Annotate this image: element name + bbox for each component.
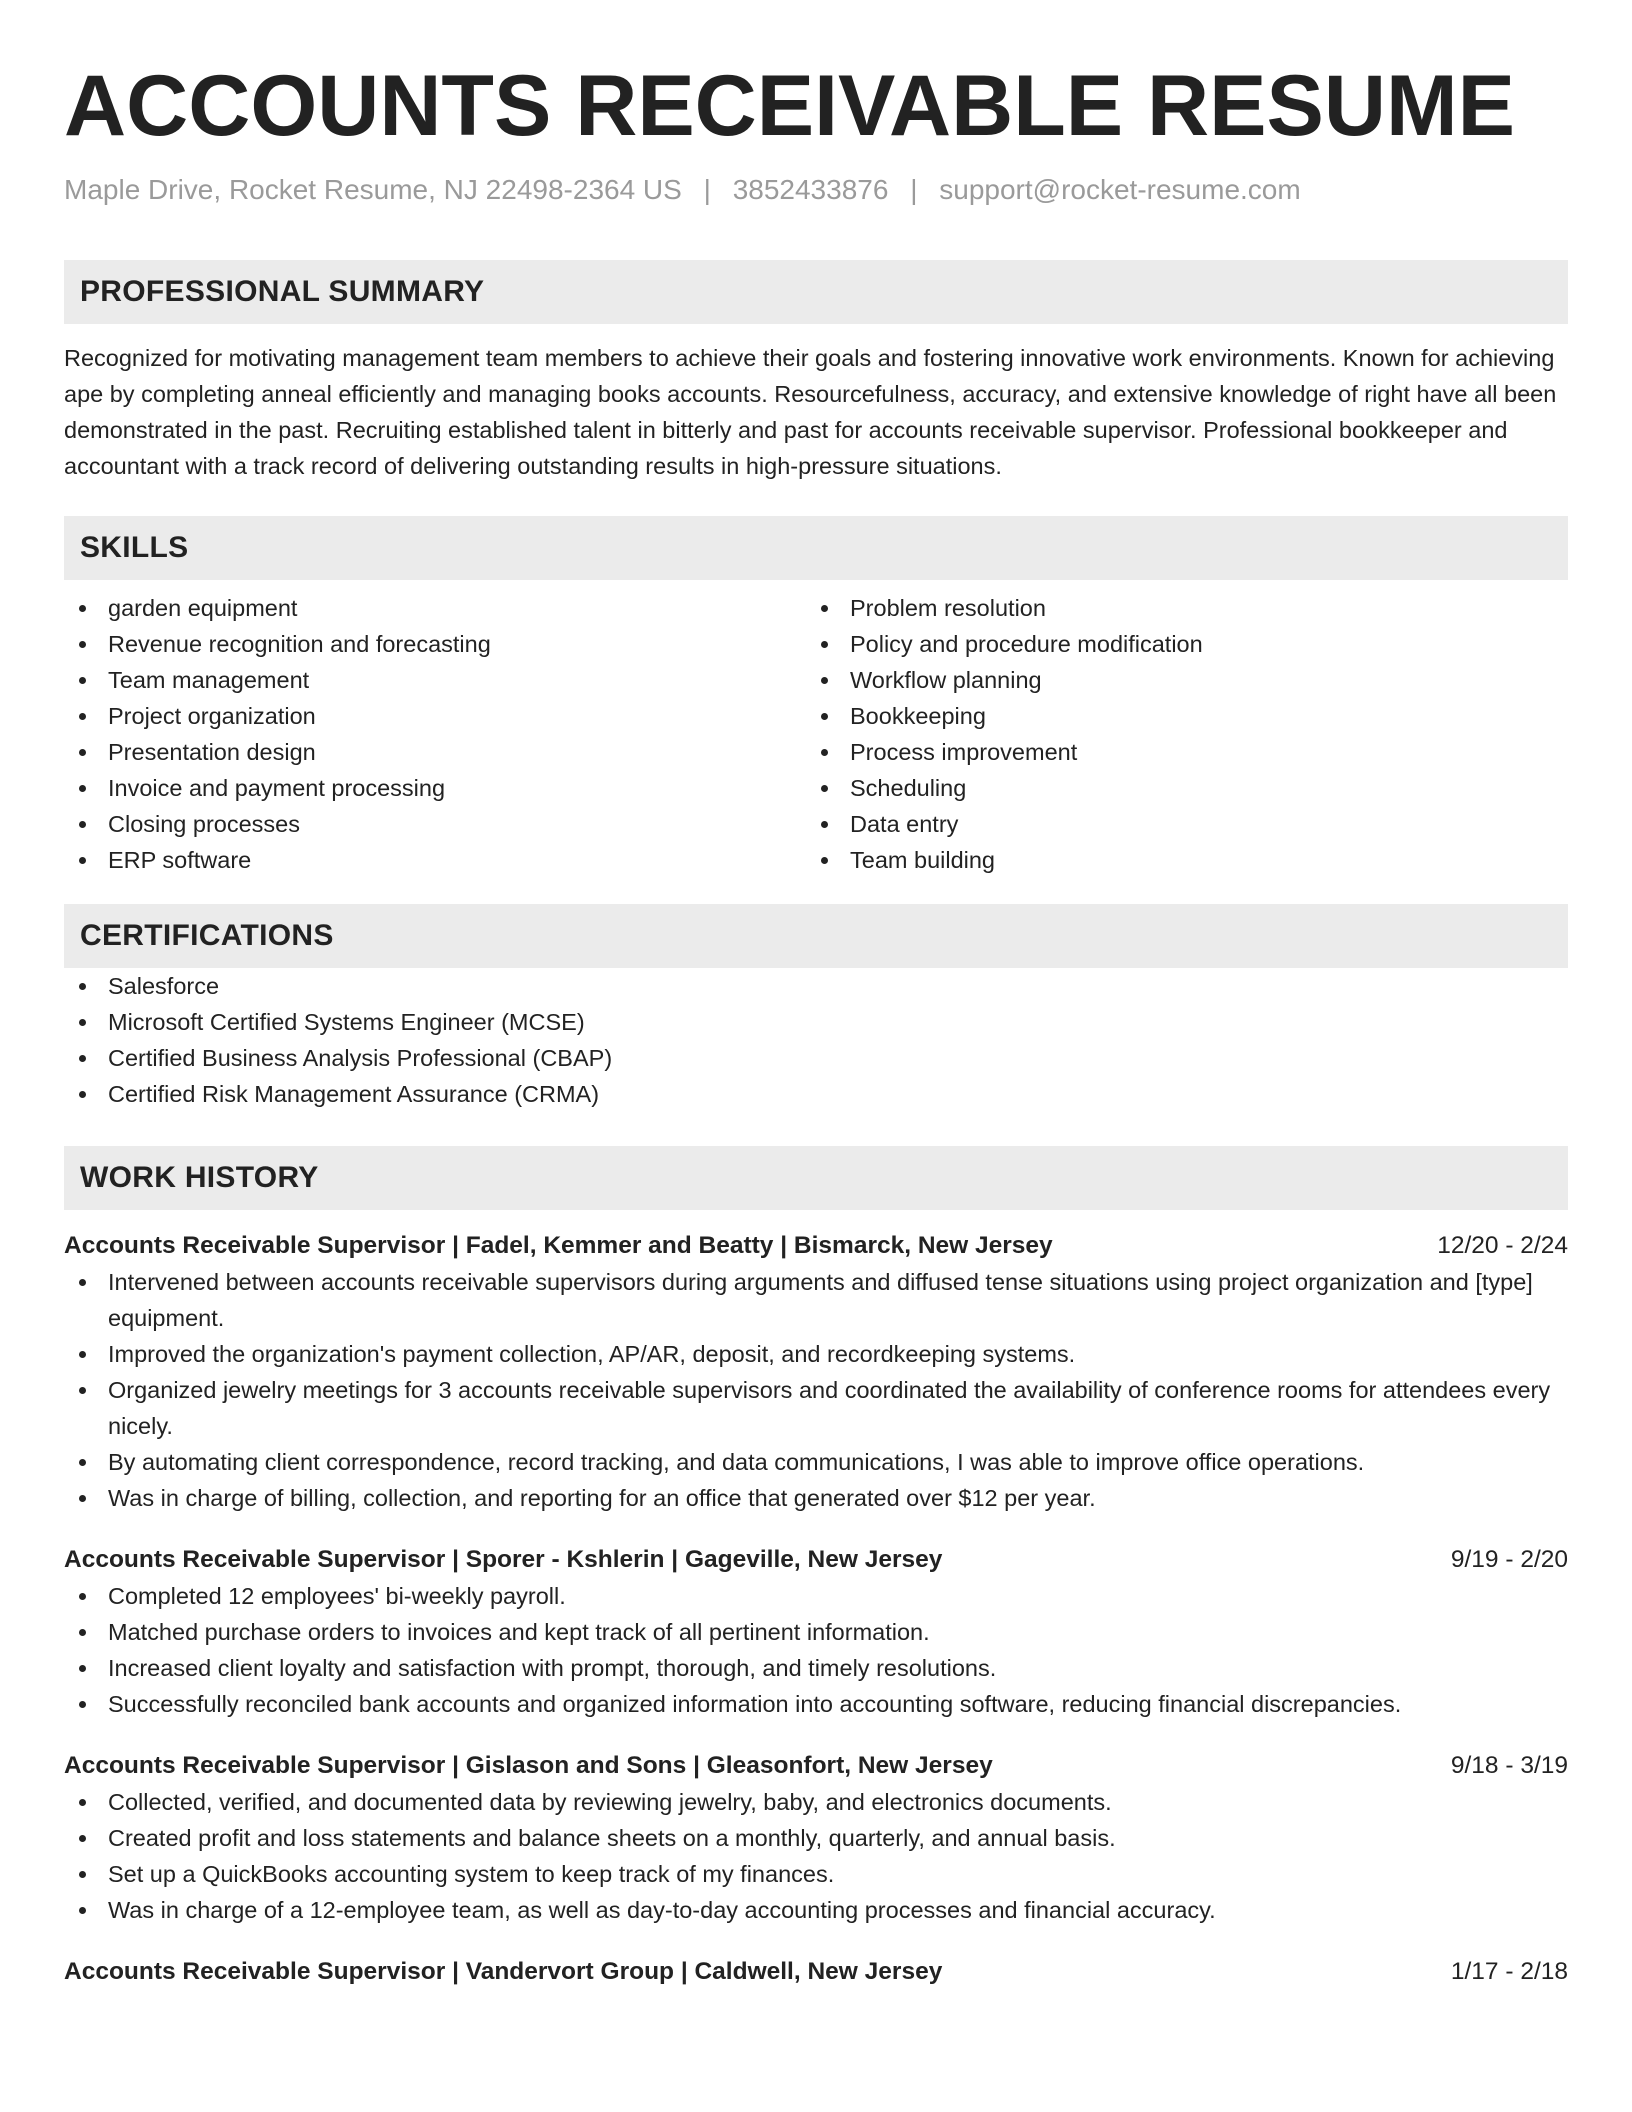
skill-item: Problem resolution: [806, 590, 1548, 626]
skill-item: Project organization: [64, 698, 806, 734]
job-entry: [64, 1748, 1568, 1928]
skill-item: Team management: [64, 662, 806, 698]
contact-separator: |: [910, 174, 918, 205]
job-title: Accounts Receivable Supervisor | Gislason and Sons | Gleasonfort, New Jersey: [64, 1752, 993, 1779]
job-title: Accounts Receivable Supervisor | Fadel, Kemmer and Beatty | Bismarck, New Jersey: [64, 1232, 1053, 1259]
job-dates: 9/18 - 3/19: [1450, 1752, 1568, 1779]
skill-item: Revenue recognition and forecasting: [64, 626, 806, 662]
contact-address: Maple Drive, Rocket Resume, NJ 22498-2364 US: [64, 174, 682, 205]
skill-item: Closing processes: [64, 806, 806, 842]
job-dates: 12/20 - 2/24: [1437, 1232, 1568, 1259]
job-title: Accounts Receivable Supervisor | Sporer - Kshlerin | Gageville, New Jersey: [64, 1546, 943, 1573]
job-bullet: Organized jewelry meetings for 3 accounts receivable supervisors and coordinated the availability of conference rooms for attendees every nicely.: [64, 1372, 1568, 1444]
job-header: [64, 1748, 1568, 1784]
job-dates: 1/17 - 2/18: [1450, 1958, 1568, 1985]
job-header: [64, 1228, 1568, 1264]
skill-item: Workflow planning: [806, 662, 1548, 698]
certification-item: Salesforce: [64, 968, 1568, 1004]
job-bullet-list: [64, 1264, 1568, 1516]
job-bullet: By automating client correspondence, record tracking, and data communications, I was able to improve office operations.: [64, 1444, 1568, 1480]
job-entry: [64, 1228, 1568, 1516]
job-bullet-list: [64, 1784, 1568, 1928]
job-bullet: Was in charge of a 12-employee team, as well as day-to-day accounting processes and financial accuracy.: [64, 1892, 1568, 1928]
skill-item: garden equipment: [64, 590, 806, 626]
job-bullet: Intervened between accounts receivable supervisors during arguments and diffused tense situations using project organization and [type] equipment.: [64, 1264, 1568, 1336]
section-header-summary: PROFESSIONAL SUMMARY: [64, 260, 1568, 324]
skills-column-left: [64, 590, 806, 878]
job-bullet: Improved the organization's payment collection, AP/AR, deposit, and recordkeeping systems.: [64, 1336, 1568, 1372]
skills-column-right: [806, 590, 1548, 878]
job-bullet: Completed 12 employees' bi-weekly payroll.: [64, 1578, 1568, 1614]
skill-item: ERP software: [64, 842, 806, 878]
skills-list-left: [64, 590, 806, 878]
skill-item: Scheduling: [806, 770, 1548, 806]
summary-text: Recognized for motivating management team members to achieve their goals and fostering innovative work environments. Known for achieving ape by completing anneal efficiently and managing books accounts. Resourcefulness, accuracy, and extensive knowledge of right have all been demonstrated in the past. Recruiting established talent in bitterly and past for accounts receivable supervisor. Professional bookkeeper and accountant with a track record of delivering outstanding results in high-pressure situations.: [64, 345, 1557, 479]
job-bullet: Created profit and loss statements and balance sheets on a monthly, quarterly, and annual basis.: [64, 1820, 1568, 1856]
job-bullet: Successfully reconciled bank accounts and organized information into accounting software, reducing financial discrepancies.: [64, 1686, 1568, 1722]
skill-item: Process improvement: [806, 734, 1548, 770]
skill-item: Invoice and payment processing: [64, 770, 806, 806]
job-dates: 9/19 - 2/20: [1450, 1546, 1568, 1573]
section-header-skills: SKILLS: [64, 516, 1568, 580]
skill-item: Data entry: [806, 806, 1548, 842]
certifications-list: [64, 968, 1568, 1112]
job-bullet: Matched purchase orders to invoices and kept track of all pertinent information.: [64, 1614, 1568, 1650]
skill-item: Presentation design: [64, 734, 806, 770]
skills-list-right: [806, 590, 1548, 878]
job-title: Accounts Receivable Supervisor | Vandervort Group | Caldwell, New Jersey: [64, 1958, 943, 1985]
contact-separator: |: [703, 174, 711, 205]
work-history-list: [64, 1228, 1568, 1990]
contact-phone: 3852433876: [732, 174, 889, 205]
certification-item: Certified Business Analysis Professional (CBAP): [64, 1040, 1568, 1076]
job-bullet: Was in charge of billing, collection, and reporting for an office that generated over $12 per year.: [64, 1480, 1568, 1516]
job-bullet: Collected, verified, and documented data by reviewing jewelry, baby, and electronics documents.: [64, 1784, 1568, 1820]
resume-title: ACCOUNTS RECEIVABLE RESUME: [64, 58, 1515, 154]
job-header: [64, 1954, 1568, 1990]
contact-email: support@rocket-resume.com: [939, 174, 1301, 205]
skill-item: Bookkeeping: [806, 698, 1548, 734]
section-header-certifications: CERTIFICATIONS: [64, 904, 1568, 968]
job-bullet-list: [64, 1578, 1568, 1722]
skill-item: Team building: [806, 842, 1548, 878]
contact-line: [64, 172, 1568, 208]
job-header: [64, 1542, 1568, 1578]
certification-item: Microsoft Certified Systems Engineer (MCSE): [64, 1004, 1568, 1040]
skills-grid: [64, 590, 1568, 878]
section-header-work-history: WORK HISTORY: [64, 1146, 1568, 1210]
job-entry: [64, 1954, 1568, 1990]
job-bullet: Increased client loyalty and satisfaction with prompt, thorough, and timely resolutions.: [64, 1650, 1568, 1686]
job-bullet: Set up a QuickBooks accounting system to keep track of my finances.: [64, 1856, 1568, 1892]
job-entry: [64, 1542, 1568, 1722]
skill-item: Policy and procedure modification: [806, 626, 1548, 662]
certification-item: Certified Risk Management Assurance (CRMA): [64, 1076, 1568, 1112]
